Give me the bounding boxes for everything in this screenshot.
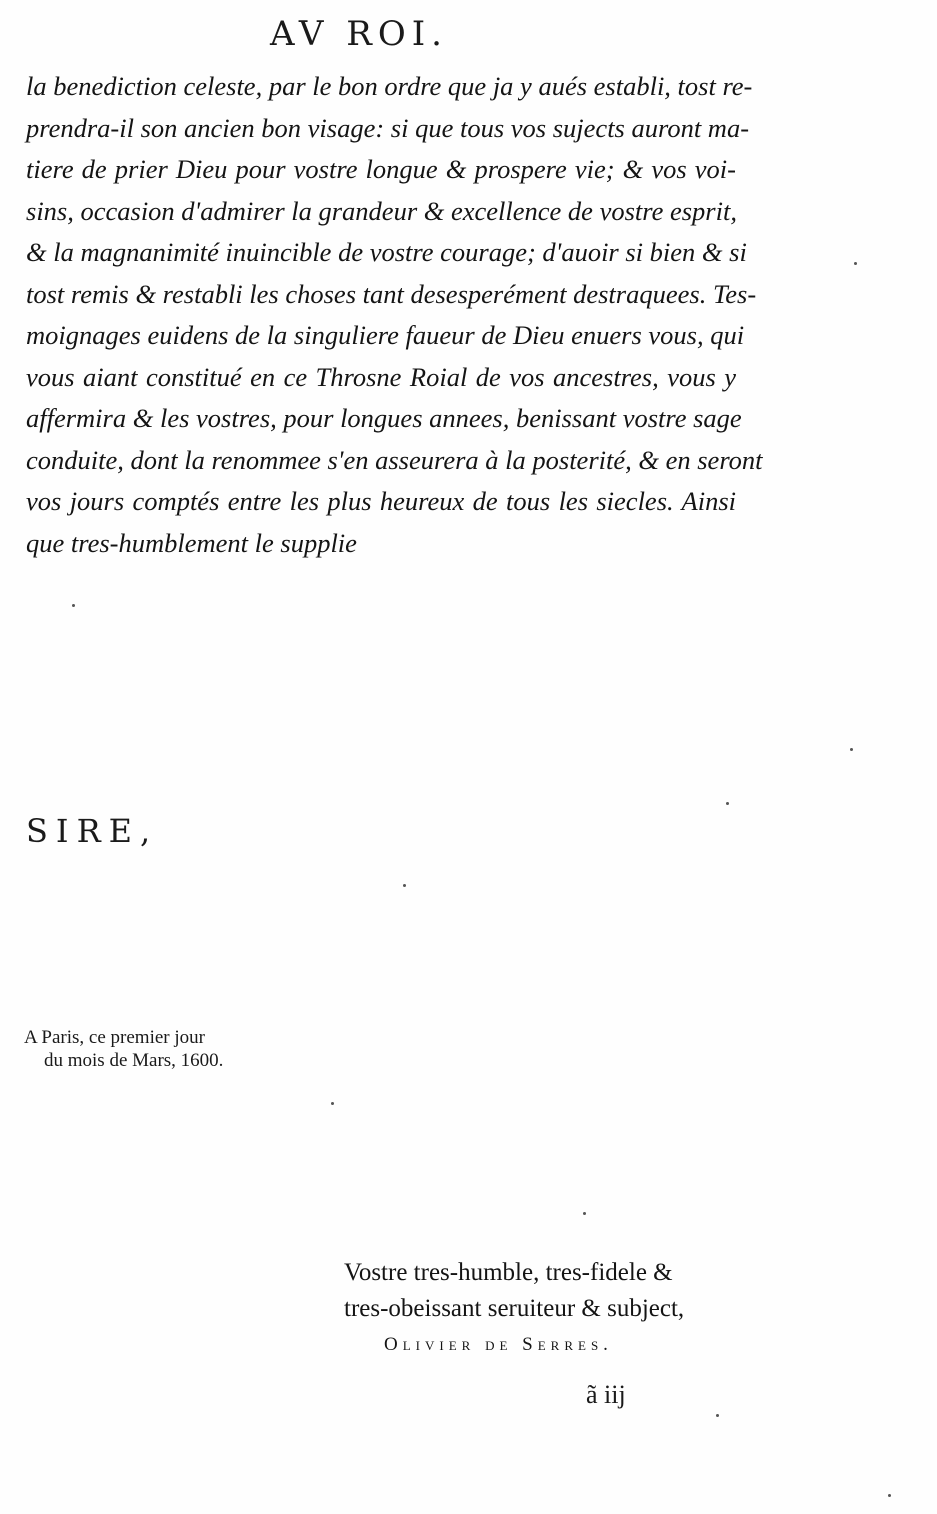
body-line: conduite, dont la renommee s'en asseurera à la posterité, & en seront [26, 444, 763, 475]
body-line: vous aiant constitué en ce Throsne Roial de vos ancestres, vous y [26, 361, 736, 392]
body-line: tiere de prier Dieu pour vostre longue & prospere vie; & vos voi- [26, 154, 736, 184]
body-line: que tres-humblement le supplie [26, 527, 357, 558]
print-speck [583, 1212, 586, 1215]
salutation: SIRE, [26, 812, 159, 850]
print-speck [331, 1102, 334, 1105]
body-line: la benediction celeste, par le bon ordre que ja y aués establi, tost re- [26, 71, 753, 101]
signature-line: tres-obeissant seruiteur & subject, [344, 1295, 685, 1322]
print-speck [888, 1494, 891, 1497]
signature-mark: ã iij [586, 1380, 626, 1409]
signatory-name: Olivier de Serres. [384, 1334, 613, 1355]
body-line: vos jours comptés entre les plus heureux de tous les siecles. Ainsi [26, 486, 736, 516]
signature-block [344, 1255, 726, 1363]
body-line: affermira & les vostres, pour longues annees, benissant vostre sage [26, 403, 742, 433]
dateline-place: A Paris, ce premier jour [24, 1027, 205, 1048]
body-line: moignages euidens de la singuliere faueur de Dieu enuers vous, qui [26, 320, 745, 350]
body-line: prendra-il son ancien bon visage: si que tous vos sujects auront ma- [26, 112, 750, 143]
signature-line: Vostre tres-humble, tres-fidele & [344, 1259, 673, 1286]
print-speck [854, 262, 857, 265]
print-speck [403, 884, 406, 887]
print-speck [850, 748, 853, 751]
print-speck [726, 802, 729, 805]
body-line: sins, occasion d'admirer la grandeur & excellence de vostre esprit, [26, 195, 737, 226]
dateline-date: du mois de Mars, 1600. [44, 1050, 224, 1071]
body-line: tost remis & restabli les choses tant desesperément destraquees. Tes- [26, 278, 757, 309]
print-speck [716, 1414, 719, 1417]
body-text [26, 66, 763, 564]
dateline [24, 1026, 223, 1072]
running-head: AV ROI. [270, 14, 448, 54]
body-line: & la magnanimité inuincible de vostre courage; d'auoir si bien & si [26, 237, 747, 267]
print-speck [72, 604, 75, 607]
